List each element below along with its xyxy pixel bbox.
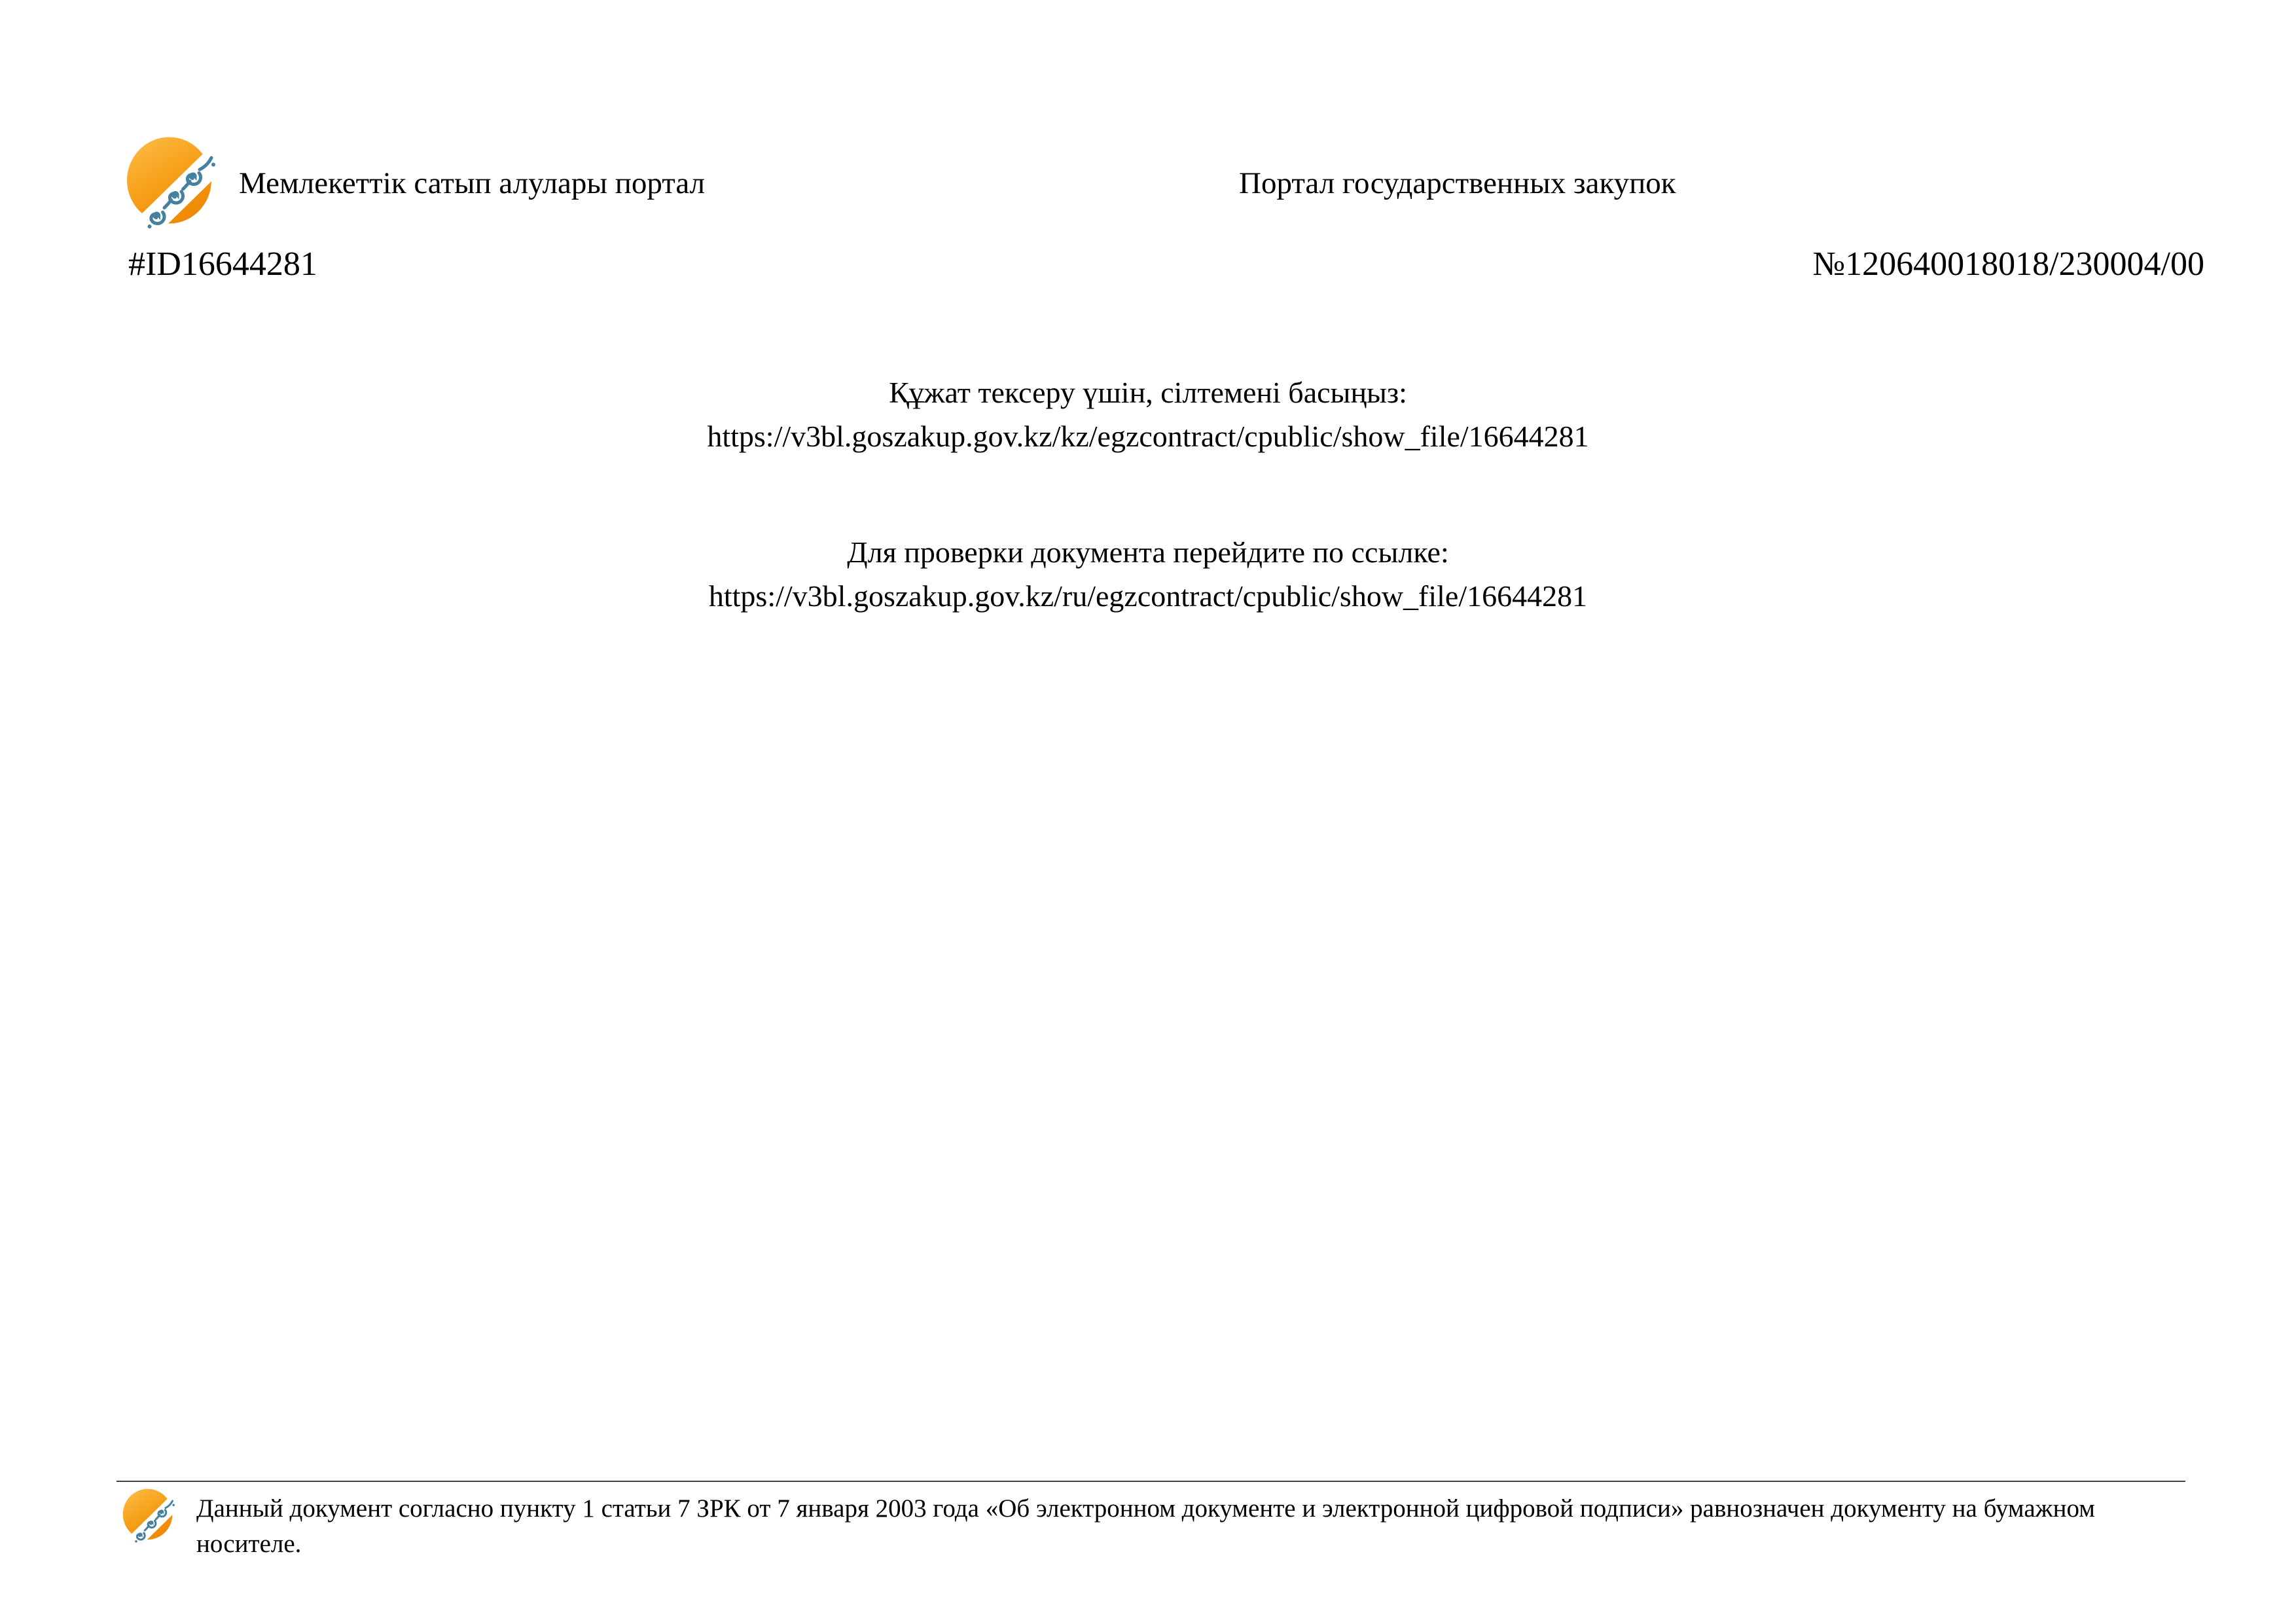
verify-caption-kk: Құжат тексеру үшін, сілтемені басыңыз: — [889, 376, 1407, 409]
verify-link-kk[interactable]: https://v3bl.goszakup.gov.kz/kz/egzcontract/cpublic/show_file/16644281 — [707, 420, 1589, 453]
verify-link-ru[interactable]: https://v3bl.goszakup.gov.kz/ru/egzcontract/cpublic/show_file/16644281 — [708, 579, 1588, 613]
goszakup-logo-footer — [122, 1487, 179, 1545]
verify-block-ru — [0, 530, 2296, 618]
verify-caption-ru: Для проверки документа перейдите по ссылке: — [847, 535, 1449, 569]
brand-title-ru: Портал государственных закупок — [1239, 166, 1676, 200]
footer-legal-note: Данный документ согласно пункту 1 статьи 7 ЗРК от 7 января 2003 года «Об электронном документе и электронной цифровой подписи» равнозначен документу на бумажном носителе. — [196, 1494, 2095, 1558]
brand-title-kk: Мемлекеттік сатып алулары портал — [239, 166, 706, 200]
contract-number: №120640018018/230004/00 — [1812, 245, 2204, 283]
document-id: #ID16644281 — [128, 245, 317, 283]
footer-divider — [117, 1481, 2185, 1482]
goszakup-logo — [124, 134, 224, 232]
verify-block-kk — [0, 370, 2296, 458]
